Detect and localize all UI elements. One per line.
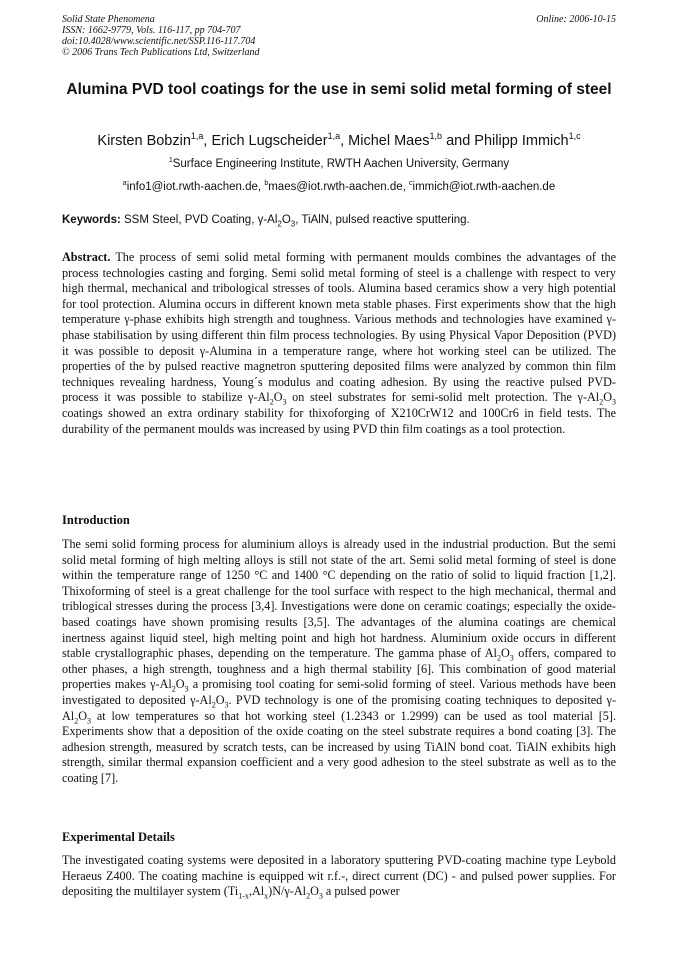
journal-name: Solid State Phenomena bbox=[62, 14, 155, 25]
online-date: Online: 2006-10-15 bbox=[536, 14, 616, 25]
experimental-text: O bbox=[310, 884, 319, 899]
copyright-line: © 2006 Trans Tech Publications Ltd, Switzerland bbox=[62, 47, 260, 58]
author-list bbox=[62, 131, 616, 149]
subscript: 3 bbox=[224, 700, 229, 710]
affiliation-text: Surface Engineering Institute, RWTH Aachen University, Germany bbox=[172, 157, 510, 170]
subscript: x bbox=[264, 891, 269, 901]
keywords-text: SSM Steel, PVD Coating, γ-Al bbox=[120, 214, 278, 226]
keywords-label: Keywords: bbox=[62, 214, 121, 226]
subscript: 2 bbox=[496, 653, 501, 663]
intro-text: The semi solid forming process for aluminium alloys is already used in the industrial production. But the semi solid metal forming of high melting alloys is still not state of the art. Semi solid metal forming of steel is done within the temperature range of 1250 °C and 1400 °C depending on the ratio of solid to liquid fraction [1,2]. Thixoforming of steel is a great challenge for the tool surface with respect to the high mechanical, thermal and triblogical stresses during the process [3,4]. Investigations were done on ceramic coatings; especially the oxide-based coatings have shown promising results [3,5]. The advantages of the alumina coatings are chemical inertness against liquid steel, high melting point and high hot hardness. Aluminium oxide occurs in different stable crystallographic phases, depending on the temperature. The gamma phase of Al bbox=[62, 537, 616, 661]
intro-text: . PVD technology is one of the promising coating techniques to deposited γ-Al bbox=[62, 692, 616, 723]
affiliation-mark: 1 bbox=[168, 157, 173, 164]
email-link[interactable]: maes@iot.rwth-aachen.de bbox=[268, 180, 403, 193]
intro-text: O bbox=[175, 677, 185, 692]
email-link[interactable]: immich@iot.rwth-aachen.de bbox=[412, 180, 556, 193]
keywords-text: , TiAlN, pulsed reactive sputtering. bbox=[295, 214, 470, 226]
author-separator: , bbox=[203, 132, 212, 149]
abstract-text: O bbox=[273, 390, 283, 405]
experimental-heading: Experimental Details bbox=[62, 830, 175, 844]
intro-text: O bbox=[215, 692, 225, 707]
experimental-text: The investigated coating systems were deposited in a laboratory sputtering PVD-coating machine type Leybold Heraeus Z400. The coating machine is equipped wit r.f.-, direct current (DC) - and pulsed power supplies. For depositing the multilayer system (Ti bbox=[62, 853, 616, 899]
abstract-paragraph bbox=[62, 250, 616, 437]
email-separator: , bbox=[402, 180, 410, 193]
author-affiliation-mark: 1,a bbox=[327, 131, 341, 141]
abstract-label: Abstract. bbox=[62, 250, 111, 264]
introduction-paragraph bbox=[62, 537, 616, 787]
subscript: 2 bbox=[171, 684, 176, 694]
email-list bbox=[62, 180, 616, 193]
author-separator: , bbox=[340, 132, 349, 149]
paper-title: Alumina PVD tool coatings for the use in semi solid metal forming of steel bbox=[66, 81, 612, 98]
email-mark: b bbox=[264, 180, 269, 187]
intro-text: a promising tool coating for semi-solid forming of steel. Various methods have been investigated to deposited γ-Al bbox=[62, 677, 616, 707]
abstract-text: O bbox=[603, 390, 612, 405]
author-affiliation-mark: 1,a bbox=[190, 131, 204, 141]
intro-text: O bbox=[78, 708, 87, 723]
doi-line: doi:10.4028/www.scientific.net/SSP.116-117.704 bbox=[62, 36, 256, 47]
email-mark: c bbox=[409, 180, 413, 187]
abstract-text: coatings showed an extra ordinary stability for thixoforging of X210CrW12 and 100Cr6 in field tests. The durability of the permanent moulds was increased by using PVD thin film coatings as a tool protection. bbox=[62, 405, 616, 436]
email-mark: a bbox=[122, 180, 127, 187]
affiliation bbox=[62, 157, 616, 170]
subscript: 3 bbox=[87, 715, 91, 725]
subscript: 3 bbox=[282, 397, 287, 407]
experimental-text: a pulsed power bbox=[322, 884, 400, 899]
author-name: Kirsten Bobzin bbox=[97, 132, 191, 149]
subscript: 3 bbox=[184, 684, 189, 694]
email-separator: , bbox=[257, 180, 265, 193]
abstract-text: The process of semi solid metal forming with permanent moulds combines the advantages of the process technologies casting and forging. Semi solid metal forming of steel is a challenge with respect to very high thermal, mechanical and tribological stresses of tools. Alumina based ceramics show a very high potential for tool protection. Alumina occurs in different known meta stable phases. First experiments show that the high temperature γ-phase exhibits high strength and toughness. Various methods and technologies have examined γ-phase stabilisation by using different thin film process technologies. By using Physical Vapor Deposition (PVD) it was possible to deposit γ-Alumina in a temperature range, where hot working steel can be utilized. The properties of the by pulsed reactive magnetron sputtering deposited films were analyzed by common thin film techniques revealing hardness, Young´s modulus and coating adhesion. By using the reactive pulsed PVD-process it was possible to stabilize γ-Al bbox=[62, 250, 616, 405]
subscript: 2 bbox=[74, 715, 79, 725]
keywords-text: O bbox=[281, 214, 291, 226]
email-link[interactable]: info1@iot.rwth-aachen.de bbox=[126, 180, 258, 193]
author-name: Michel Maes bbox=[348, 132, 430, 149]
subscript: 3 bbox=[290, 219, 296, 229]
intro-text: O bbox=[500, 646, 510, 661]
subscript: 2 bbox=[599, 397, 604, 407]
author-name: Erich Lugscheider bbox=[211, 132, 328, 149]
author-name: Philipp Immich bbox=[474, 132, 569, 149]
issn-line: ISSN: 1662-9779, Vols. 116-117, pp 704-707 bbox=[62, 25, 241, 36]
abstract-text: on steel substrates for semi-solid melt protection. The γ-Al bbox=[286, 390, 600, 405]
publication-info bbox=[62, 14, 260, 58]
experimental-text: )N/γ-Al bbox=[268, 884, 307, 899]
intro-text: at low temperatures so that hot working steel (1.2343 or 1.2999) can be used as tool material [5]. Experiments show that a deposition of the oxide coating on the steel substrate requires a bond coating [3]. The adhesion strength, measured by scratch tests, can be increased by using TiAlN bond coat. TiAlN exhibits high strength, similar thermal expansion coefficient and a very good adhesion to the steel substrate as well as to the coating [7]. bbox=[62, 708, 616, 785]
subscript: 3 bbox=[612, 397, 616, 407]
experimental-paragraph bbox=[62, 853, 616, 900]
subscript: 3 bbox=[509, 653, 514, 663]
author-separator: and bbox=[442, 132, 475, 149]
author-affiliation-mark: 1,c bbox=[568, 131, 581, 141]
keywords-line bbox=[62, 214, 616, 229]
intro-text: offers, compared to other phases, a high strength, toughness and a high thermal stability [6]. This combination of good material properties makes γ-Al bbox=[62, 646, 617, 692]
introduction-heading: Introduction bbox=[62, 513, 130, 527]
subscript: 2 bbox=[269, 397, 274, 407]
experimental-text: ,Al bbox=[248, 884, 265, 899]
subscript: 2 bbox=[277, 219, 282, 229]
subscript: 2 bbox=[306, 891, 311, 901]
subscript: 2 bbox=[211, 700, 216, 710]
subscript: 3 bbox=[318, 891, 323, 901]
subscript: 1-x bbox=[238, 891, 249, 901]
author-affiliation-mark: 1,b bbox=[429, 131, 443, 141]
